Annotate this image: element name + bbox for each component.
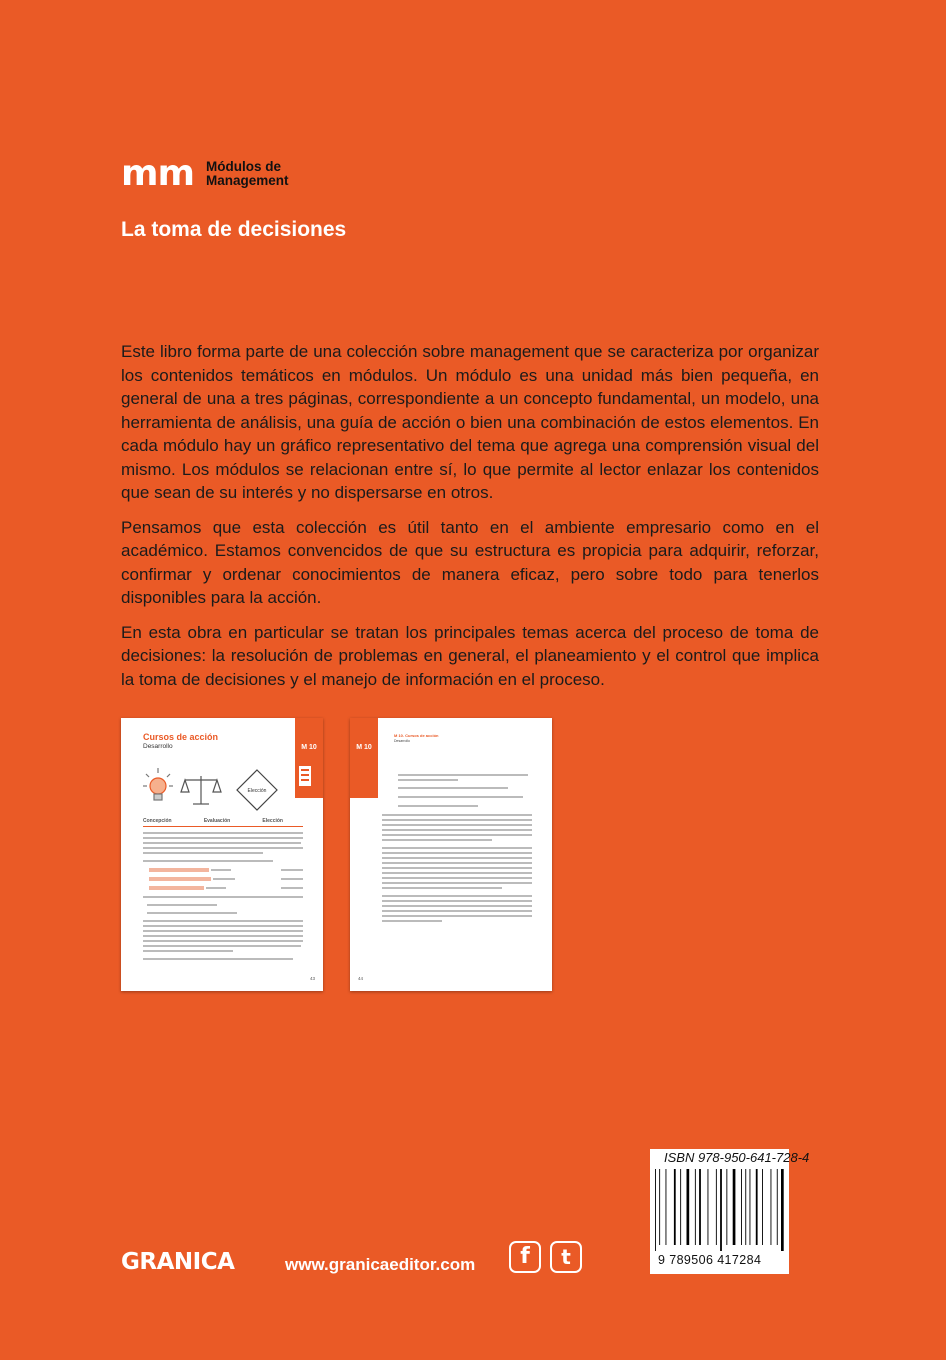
isbn-label: ISBN 978-950-641-728-4 xyxy=(664,1150,810,1165)
barcode-bar xyxy=(695,1169,696,1245)
barcode-bar xyxy=(781,1169,784,1251)
barcode-bar xyxy=(733,1169,736,1245)
diagram-labels xyxy=(143,818,283,824)
label-concepcion: Concepción xyxy=(143,818,172,824)
barcode-bar xyxy=(720,1169,722,1251)
barcode-bar xyxy=(674,1169,676,1245)
paragraph-2: Pensamos que esta colección es útil tanto en el ambiente empresario como en el académico. Estamos convencidos de que su estructura es propicia para adquirir, reforzar, confirmar y ordenar conocimientos de manera eficaz, pero sobre todo para tenerlos disponibles para la acción. xyxy=(121,517,819,607)
barcode-bar xyxy=(756,1169,758,1245)
sample-page-title: M 10. Cursos de acción xyxy=(394,733,439,738)
module-mini-icon xyxy=(299,766,311,786)
barcode-bar xyxy=(699,1169,701,1245)
sample-page-title: Cursos de acción xyxy=(143,732,219,742)
back-cover-text xyxy=(121,340,819,702)
scale-icon xyxy=(181,776,221,804)
barcode-bar xyxy=(750,1169,751,1245)
barcode-bars xyxy=(655,1169,784,1251)
divider xyxy=(143,826,303,827)
module-tab xyxy=(295,718,323,798)
page-number: 44 xyxy=(358,976,364,981)
label-eleccion: Elección xyxy=(262,818,283,824)
sample-page-left xyxy=(121,718,323,991)
barcode-bar xyxy=(708,1169,709,1245)
mm-logo-mark: mm xyxy=(121,153,195,194)
election-diamond-icon xyxy=(237,770,277,810)
barcode-bar xyxy=(680,1169,681,1245)
twitter-icon[interactable]: t xyxy=(550,1241,582,1273)
barcode-bar xyxy=(762,1169,763,1245)
barcode-digits: 9 789506 417284 xyxy=(658,1253,762,1267)
barcode-bar xyxy=(716,1169,717,1245)
barcode-bar xyxy=(687,1169,690,1245)
page-number: 43 xyxy=(309,976,315,981)
series-name-line2: Management xyxy=(206,173,289,188)
module-tab-label: M 10 xyxy=(301,744,317,751)
paragraph-1: Este libro forma parte de una colección sobre management que se caracteriza por organizar los contenidos temáticos en módulos. Un módulo es una unidad más bien pequeña, en general de una a tres páginas, correspondiente a un concepto fundamental, un modelo, una herramienta de análisis, una guía de acción o bien una combinación de estos elementos. En cada módulo hay un gráfico representativo del tema que agrega una comprensión visual del mismo. Los módulos se relacionan entre sí, lo que permite al lector enlazar los contenidos que sean de su interés y no dispersarse en otros. xyxy=(121,342,819,502)
svg-text:Elección: Elección xyxy=(247,788,267,794)
series-name-line1: Módulos de xyxy=(206,159,282,174)
process-diagram xyxy=(141,764,291,816)
series-logo xyxy=(121,153,289,194)
publisher-logo: GRANICA xyxy=(121,1249,235,1275)
barcode-bar xyxy=(655,1169,656,1251)
label-evaluacion: Evaluación xyxy=(203,818,231,824)
series-name xyxy=(206,160,289,188)
barcode-bar xyxy=(777,1169,778,1245)
barcode-bar xyxy=(726,1169,727,1245)
publisher-website[interactable]: www.granicaeditor.com xyxy=(285,1255,476,1274)
module-tab-label: M 10 xyxy=(356,744,372,751)
barcode-bar xyxy=(771,1169,772,1245)
sample-page-subtitle: Desarrollo xyxy=(394,739,410,743)
module-tab xyxy=(350,718,378,798)
barcode-bar xyxy=(659,1169,660,1245)
barcode-bar xyxy=(666,1169,667,1245)
facebook-icon[interactable]: f xyxy=(509,1241,541,1273)
book-title: La toma de decisiones xyxy=(121,218,347,241)
barcode-bar xyxy=(741,1169,742,1245)
sample-page-right xyxy=(350,718,552,991)
paragraph-3: En esta obra en particular se tratan los principales temas acerca del proceso de toma de decisiones: la resolución de problemas en general, el planeamiento y el control que implica la toma de decisiones y el manejo de información en el proceso. xyxy=(121,622,819,689)
sample-page-subtitle: Desarrollo xyxy=(143,743,173,750)
lightbulb-icon xyxy=(143,768,173,800)
isbn-barcode xyxy=(650,1149,810,1274)
barcode-bar xyxy=(745,1169,746,1245)
